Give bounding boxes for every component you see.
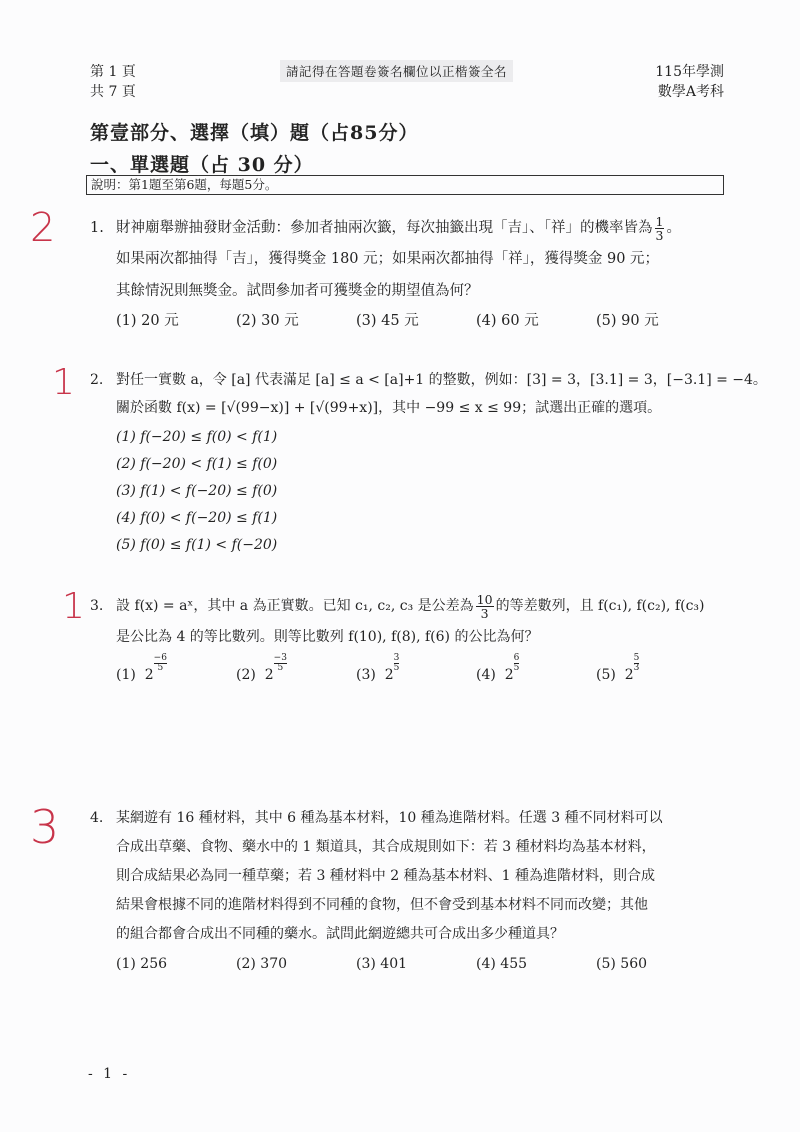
option-3[interactable]: (3) 45 元 <box>356 313 419 329</box>
option-5[interactable]: (5) 560 <box>596 956 648 972</box>
option-5[interactable]: (5) 2 $\frac{5}{3}$ <box>596 653 640 683</box>
question-4-line-2: 合成出草藥、食物、藥水中的 1 類道具，其合成規則如下：若 3 種材料均為基本材料， <box>116 839 656 855</box>
option-4[interactable]: (4) 2 $\frac{6}{5}$ <box>476 653 520 683</box>
question-2 <box>90 366 767 559</box>
options <box>90 306 730 336</box>
signature-reminder: 請記得在答題卷簽名欄位以正楷簽全名 <box>280 60 513 82</box>
question-1 <box>90 214 730 336</box>
handwritten-mark-q2: 1 <box>52 362 75 403</box>
question-1-line-1: 1. 財神廟舉辦抽發財金活動：參加者抽兩次籤，每次抽籤出現「吉」、「祥」的機率皆為 $\frac{1}{3}$ 。 <box>90 213 681 243</box>
question-3-line-1: 3. 設 f(x) = aˣ，其中 a 為正實數。已知 c₁, c₂, c₃ 是公差為 $\frac{10}{3}$ 的等差數列，且 f(c₁), f(c₂), f(c₃) <box>90 591 705 621</box>
option-5[interactable]: (5) f(0) ≤ f(1) < f(−20) <box>116 537 278 553</box>
option-4[interactable]: (4) 455 <box>476 956 528 972</box>
fraction: $\frac{10}{3}$ <box>476 591 493 621</box>
option-5[interactable]: (5) 90 元 <box>596 313 659 329</box>
section-title: 一、單選題（占 30 分） <box>90 154 314 176</box>
option-2[interactable]: (2) 2 $\frac{-3}{5}$ <box>236 653 287 683</box>
fraction: $\frac{1}{3}$ <box>655 213 664 243</box>
options <box>90 424 730 559</box>
question-4 <box>90 804 730 979</box>
instructions-box: 說明：第1題至第6題，每題5分。 <box>86 175 724 195</box>
option-1[interactable]: (1) f(−20) ≤ f(0) < f(1) <box>116 429 278 445</box>
question-4-line-3: 則合成結果必為同一種草藥；若 3 種材料中 2 種為基本材料、1 種為進階材料，則合成 <box>116 868 655 884</box>
handwritten-mark-q1: 2 <box>30 205 56 251</box>
page-number: - 1 - <box>88 1066 131 1082</box>
option-2[interactable]: (2) f(−20) < f(1) ≤ f(0) <box>116 456 278 472</box>
question-number: 1. <box>90 220 104 236</box>
options <box>90 654 730 690</box>
option-3[interactable]: (3) 401 <box>356 956 408 972</box>
handwritten-mark-q4: 3 <box>30 800 60 854</box>
question-4-line-4: 結果會根據不同的進階材料得到不同種的食物，但不會受到基本材料不同而改變；其他 <box>116 897 648 913</box>
question-1-line-3: 其餘情況則無獎金。試問參加者可獲獎金的期望值為何？ <box>116 283 479 299</box>
part-title: 第壹部分、選擇（填）題（占85分） <box>90 122 419 144</box>
question-4-line-5: 的組合都會合成出不同種的藥水。試問此網遊總共可合成出多少種道具？ <box>116 926 564 942</box>
question-3-line-2: 是公比為 4 的等比數列。則等比數列 f(10), f(8), f(6) 的公比為何？ <box>116 629 539 645</box>
question-3 <box>90 592 730 690</box>
exam-name: 115年學測 <box>655 64 724 80</box>
option-3[interactable]: (3) f(1) < f(−20) ≤ f(0) <box>116 483 278 499</box>
option-4[interactable]: (4) 60 元 <box>476 313 539 329</box>
total-pages: 共 7 頁 <box>90 84 136 100</box>
handwritten-mark-q3: 1 <box>62 586 85 627</box>
question-2-line-2: 關於函數 f(x) = [√(99−x)] + [√(99+x)]，其中 −99 ≤ x ≤ 99；試選出正確的選項。 <box>116 400 662 416</box>
option-1[interactable]: (1) 2 $\frac{-6}{5}$ <box>116 653 167 683</box>
option-1[interactable]: (1) 20 元 <box>116 313 179 329</box>
current-page: 第 1 頁 <box>90 64 136 80</box>
page-indicator <box>90 62 136 102</box>
question-2-line-1: 2. 對任一實數 a，令 [a] 代表滿足 [a] ≤ a < [a]+1 的整數，例如：[3] = 3，[3.1] = 3，[−3.1] = −4。 <box>90 372 767 388</box>
question-1-line-2: 如果兩次都抽得「吉」，獲得獎金 180 元；如果兩次都抽得「祥」，獲得獎金 90 元； <box>116 251 660 267</box>
question-4-line-1: 4. 某網遊有 16 種材料，其中 6 種為基本材料，10 種為進階材料。任選 3 種不同材料可以 <box>90 810 663 826</box>
options <box>90 949 730 979</box>
option-2[interactable]: (2) 370 <box>236 956 288 972</box>
option-4[interactable]: (4) f(0) < f(−20) ≤ f(1) <box>116 510 278 526</box>
subject-name: 數學A考科 <box>657 84 724 100</box>
option-2[interactable]: (2) 30 元 <box>236 313 299 329</box>
option-1[interactable]: (1) 256 <box>116 956 168 972</box>
option-3[interactable]: (3) 2 $\frac{3}{5}$ <box>356 653 400 683</box>
exam-info <box>655 62 724 102</box>
